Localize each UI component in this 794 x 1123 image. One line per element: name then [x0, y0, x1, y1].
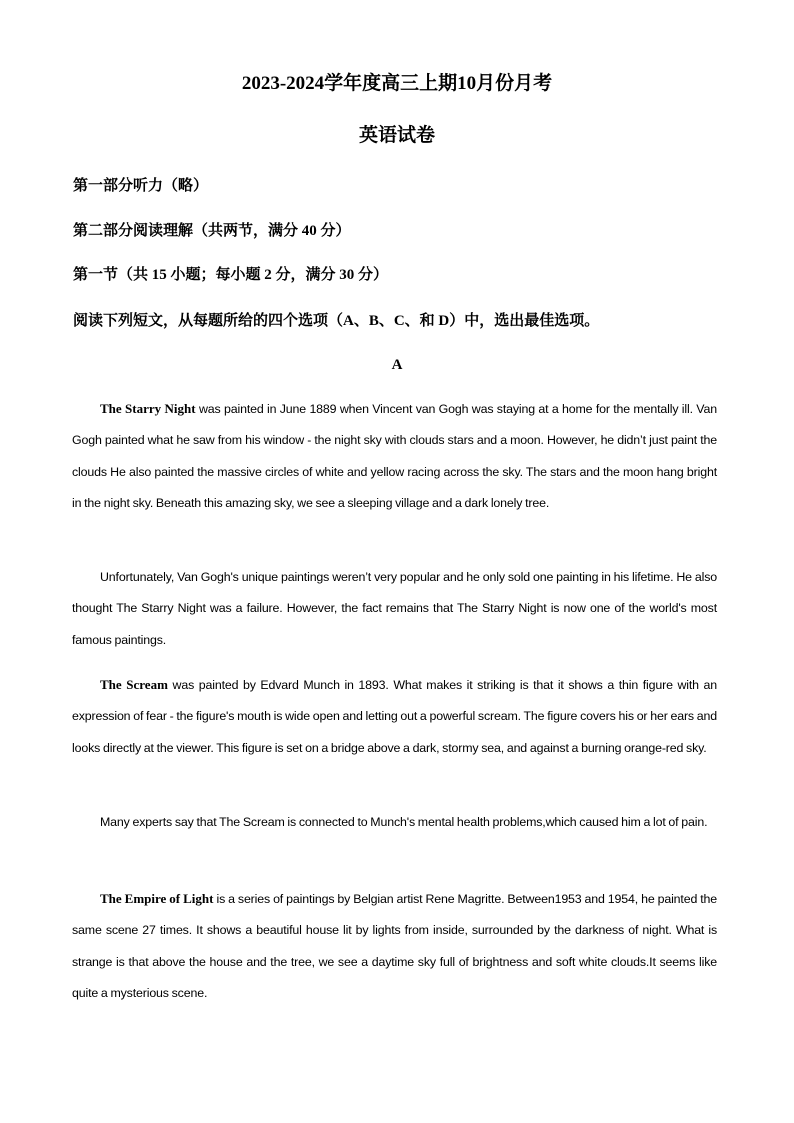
paragraph-text: Many experts say that The Scream is connected to Munch's mental health problems,which caused him a lot of pain. [100, 815, 708, 829]
passage-paragraph [72, 807, 717, 838]
part1-heading: 第一部分听力（略） [73, 178, 209, 194]
instruction-text: 阅读下列短文，从每题所给的四个选项（A、B、C、和 D）中，选出最佳选项。 [73, 313, 600, 329]
paragraph-text: was painted by Edvard Munch in 1893. What makes it striking is that it shows a thin figure with an expression of fear - the figure's mouth is wide open and letting out a powerful scream. The figure covers his or her ears and looks directly at the viewer. This figure is set on a bridge above a dark, stormy sea, and against a burning orange-red sky. [72, 678, 718, 755]
part2-heading: 第二部分阅读理解（共两节，满分 40 分） [73, 223, 351, 239]
passage-paragraph [72, 393, 717, 520]
painting-title: The Starry Night [100, 401, 196, 416]
exam-subtitle: 英语试卷 [358, 125, 435, 146]
passage-paragraph [72, 562, 717, 656]
paragraph-text: is a series of paintings by Belgian artist Rene Magritte. Between1953 and 1954, he painted the same scene 27 times. It shows a beautiful house lit by lights from inside, surrounded by the darkness of night. What is strange is that above the house and the tree, we see a daytime sky full of brightness and soft white clouds.It seems like quite a mysterious scene. [72, 892, 717, 1001]
exam-title: 2023-2024学年度高三上期10月份月考 [241, 73, 553, 94]
paragraph-text: was painted in June 1889 when Vincent van Gogh was staying at a home for the mentally ill. Van Gogh painted what he saw from his window - the night sky with clouds stars and a moon. However, he didn’t just paint the clouds He also painted the massive circles of white and yellow racing across the sky. The stars and the moon hang bright in the night sky. Beneath this amazing sky, we see a sleeping village and a dark lonely tree. [72, 402, 717, 511]
passage-paragraph [72, 669, 717, 764]
section1-heading: 第一节（共 15 小题；每小题 2 分，满分 30 分） [73, 267, 389, 283]
passage-letter: A [391, 357, 403, 373]
painting-title: The Empire of Light [100, 891, 214, 906]
painting-title: The Scream [100, 677, 168, 692]
passage-paragraph [72, 883, 717, 1010]
paragraph-text: Unfortunately, Van Gogh's unique paintings weren’t very popular and he only sold one painting in his lifetime. He also thought The Starry Night was a failure. However, the fact remains that The Starry Night is now one of the world's most famous paintings. [72, 570, 717, 647]
